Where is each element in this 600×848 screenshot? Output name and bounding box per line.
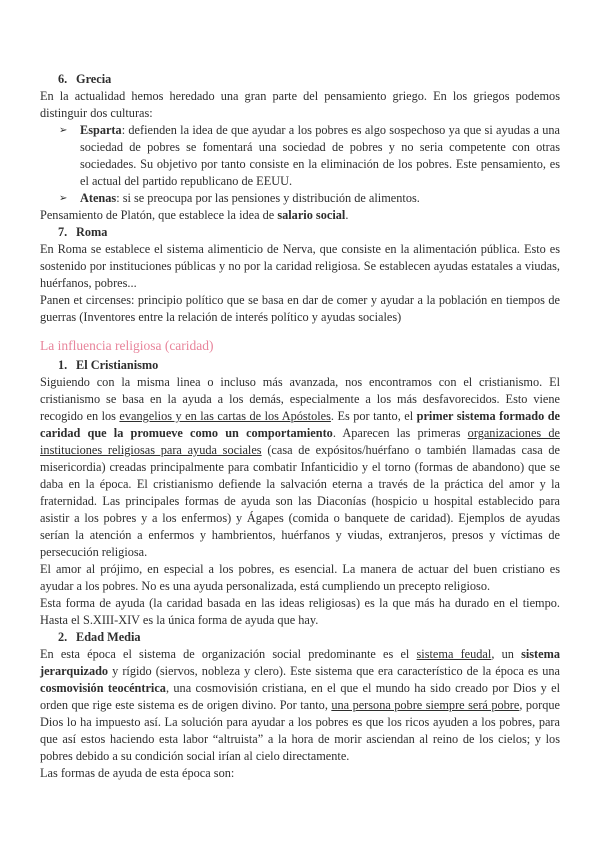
text-run: y rígido (siervos, nobleza y clero). Este sistema que era característico de la época es una: [108, 664, 560, 678]
list-item-grecia: [40, 71, 560, 88]
text-run: . Aparecen las primeras: [332, 426, 468, 440]
list-label: Edad Media: [76, 630, 141, 644]
list-number: 6.: [58, 72, 68, 86]
paragraph-amor-projimo: El amor al prójimo, en especial a los pobres, es esencial. La manera de actuar del buen cristiano es ayudar a los pobres. No es una ayuda personalizada, está cumpliendo un precepto religioso.: [40, 562, 560, 593]
text-run: .: [345, 208, 349, 222]
text-run: Siguiendo con la misma linea o incluso más avanzada, nos encontramos con el cristianismo. El cristianismo se basa en la ayuda a los demás, especialmente a los más desfavorecidos. Esto viene recogido en los: [40, 375, 560, 423]
bullet-text: : si se preocupa por las pensiones y distribución de alimentos.: [116, 191, 420, 205]
bullet-atenas: [58, 190, 560, 207]
bold-text-run: cosmovisión teocéntrica: [40, 681, 166, 695]
list-number: 2.: [58, 630, 68, 644]
bullet-esparta: [58, 122, 560, 190]
arrow-bullet-icon: ➢: [59, 125, 68, 136]
list-item-cristianismo: [40, 357, 560, 374]
paragraph-roma: En Roma se establece el sistema alimenticio de Nerva, que consiste en la alimentación pública. Esto es sostenido por instituciones públicas y no por la caridad religiosa. Se establecen ayudas estatales a viudas, huérfanos, pobres...: [40, 242, 560, 290]
paragraph-platon: [40, 207, 560, 224]
bullet-term: Esparta: [80, 123, 122, 137]
underlined-text-run: una persona pobre siempre será pobre: [331, 698, 520, 712]
underlined-text-run: sistema feudal: [416, 647, 492, 661]
text-run: Pensamiento de Platón, que establece la idea de: [40, 208, 278, 222]
section-heading-influencia-religiosa: La influencia religiosa (caridad): [40, 338, 214, 353]
list-number: 1.: [58, 358, 68, 372]
paragraph-edad-media: [40, 646, 560, 765]
list-item-roma: [40, 224, 560, 241]
paragraph-grecia-intro: En la actualidad hemos heredado una gran parte del pensamiento griego. En los griegos podemos distinguir dos culturas:: [40, 89, 560, 120]
list-label: Grecia: [76, 72, 112, 86]
bold-text-run: primer sistema formado de caridad que la promueve como un comportamiento: [40, 409, 561, 440]
list-label: Roma: [76, 225, 108, 239]
paragraph-formas-ayuda: Las formas de ayuda de esta época son:: [40, 766, 235, 780]
text-run: . Es por tanto, el: [330, 409, 417, 423]
bold-text-run: sistema jerarquizado: [40, 647, 560, 678]
paragraph-forma-ayuda: Esta forma de ayuda (la caridad basada en las ideas religiosas) es la que más ha durado en el tiempo. Hasta el S.XIII-XIV es la única forma de ayuda que hay.: [40, 596, 560, 627]
list-label: El Cristianismo: [76, 358, 159, 372]
paragraph-panem: Panen et circenses: principio político que se basa en dar de comer y ayudar a la población en tiempos de guerras (Inventores entre la relación de interés político y ayudas sociales): [40, 293, 560, 324]
underlined-text-run: organizaciones de instituciones religiosas para ayuda sociales: [40, 426, 560, 457]
list-item-edad-media: [40, 629, 560, 646]
text-run: , porque Dios lo ha impuesto así. La solución para ayudar a los pobres es que los ricos ayuden a los pobres, para que así estos haciendo esta labor “altruista” a la hora de morir asciendan al reino de los cielos; y los pobres debido a su condición social irían al cielo directamente.: [40, 698, 561, 763]
text-run: En esta época el sistema de organización social predominante es el: [40, 647, 417, 661]
text-run: , un: [491, 647, 522, 661]
arrow-bullet-icon: ➢: [59, 193, 68, 204]
text-run: (casa de expósitos/huérfano o también llamadas casa de misericordia) creadas principalmente para combatir Infanticidio y el torno (formas de abandono) que se daba en la época. El cristianismo defiende la salvación eterna a través de la práctica del amor y la fraternidad. Las principales formas de ayuda son las Diaconías (hospicio u hospital establecido para asistir a los pobres y a los enfermos) y Ágapes (comida o banquete de caridad). Ejemplos de ayudas serían la atención a enfermos y hambrientos, huérfanos y viudas, extranjeros, presos y víctimas de persecución religiosa.: [40, 443, 560, 559]
text-run: , una cosmovisión cristiana, en el que el mundo ha sido creado por Dios y el orden que rige este sistema es de origen divino. Por tanto,: [40, 681, 560, 712]
bold-text-run: salario social: [277, 208, 346, 222]
list-number: 7.: [58, 225, 68, 239]
bullet-text: : defienden la idea de que ayudar a los pobres es algo sospechoso ya que si ayudas a una sociedad de pobres se fomentará una sociedad de pobres y no seria competente con otras sociedades. Su objetivo por tanto consiste en la eliminación de los pobres. Este pensamiento, es el actual del partido republicano de EEUU.: [80, 123, 560, 188]
underlined-text-run: evangelios y en las cartas de los Apóstoles: [119, 409, 331, 423]
bullet-term: Atenas: [80, 191, 117, 205]
paragraph-cristianismo: [40, 374, 560, 561]
